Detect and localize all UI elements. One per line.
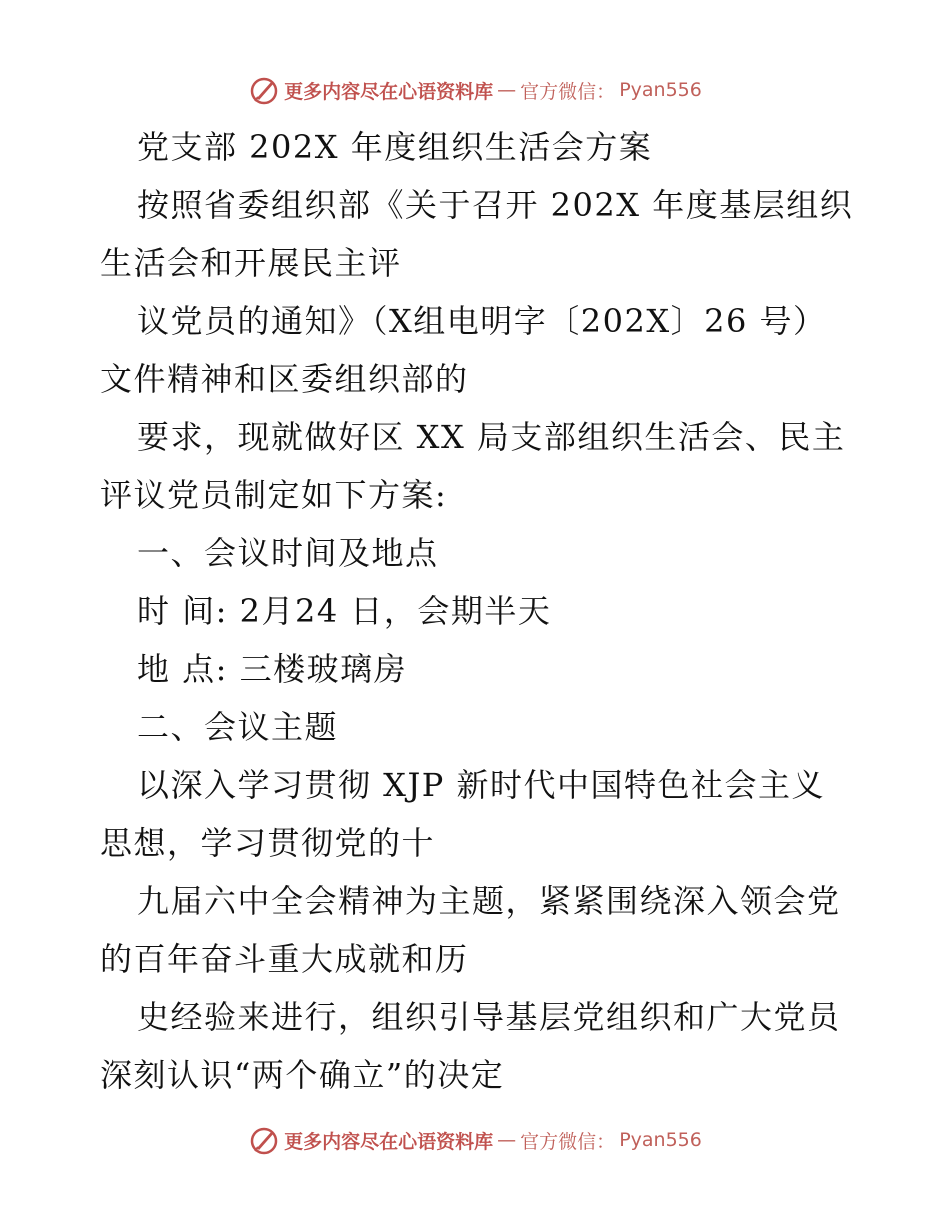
document-line: 思想，学习贯彻党的十 [100,824,436,862]
document-line: 二、会议主题 [137,708,339,746]
document-line: 要求，现就做好区 XX 局支部组织生活会、民主 [137,418,846,456]
document-line: 生活会和开展民主评 [100,244,402,282]
watermark-brand: 更多内容尽在心语资料库 [284,80,494,103]
document-line: 地 点: 三楼玻璃房 [137,650,408,688]
document-line: 一、会议时间及地点 [137,534,439,572]
document-line: 时 间: 2月24 日，会期半天 [137,592,552,630]
document-body [100,118,870,1104]
quill-pen-logo-icon [248,1124,280,1156]
document-line: 评议党员制定如下方案: [100,476,448,514]
document-line: 的百年奋斗重大成就和历 [100,940,469,978]
document-line: 九届六中全会精神为主题，紧紧围绕深入领会党 [137,882,841,920]
watermark-official-label: 官方微信： [520,80,616,103]
watermark-handle: Pyan556 [619,1129,702,1151]
document-line: 以深入学习贯彻 XJP 新时代中国特色社会主义 [137,766,825,804]
document-line: 深刻认识“两个确立”的决定 [100,1056,505,1094]
watermark-brand: 更多内容尽在心语资料库 [284,1130,494,1153]
document-line: 史经验来进行，组织引导基层党组织和广大党员 [137,998,841,1036]
document-line: 按照省委组织部《关于召开 202X 年度基层组织 [137,186,854,224]
watermark-separator: — [497,79,517,101]
document-line: 文件精神和区委组织部的 [100,360,469,398]
watermark-separator: — [497,1129,517,1151]
quill-pen-logo-icon [248,74,280,106]
footer-watermark [0,1124,950,1156]
watermark-handle: Pyan556 [619,79,702,101]
watermark-official-label: 官方微信： [520,1130,616,1153]
document-line: 党支部 202X 年度组织生活会方案 [137,128,653,166]
header-watermark [0,74,950,106]
document-line: 议党员的通知》（X组电明字〔202X〕26 号） [137,302,827,340]
